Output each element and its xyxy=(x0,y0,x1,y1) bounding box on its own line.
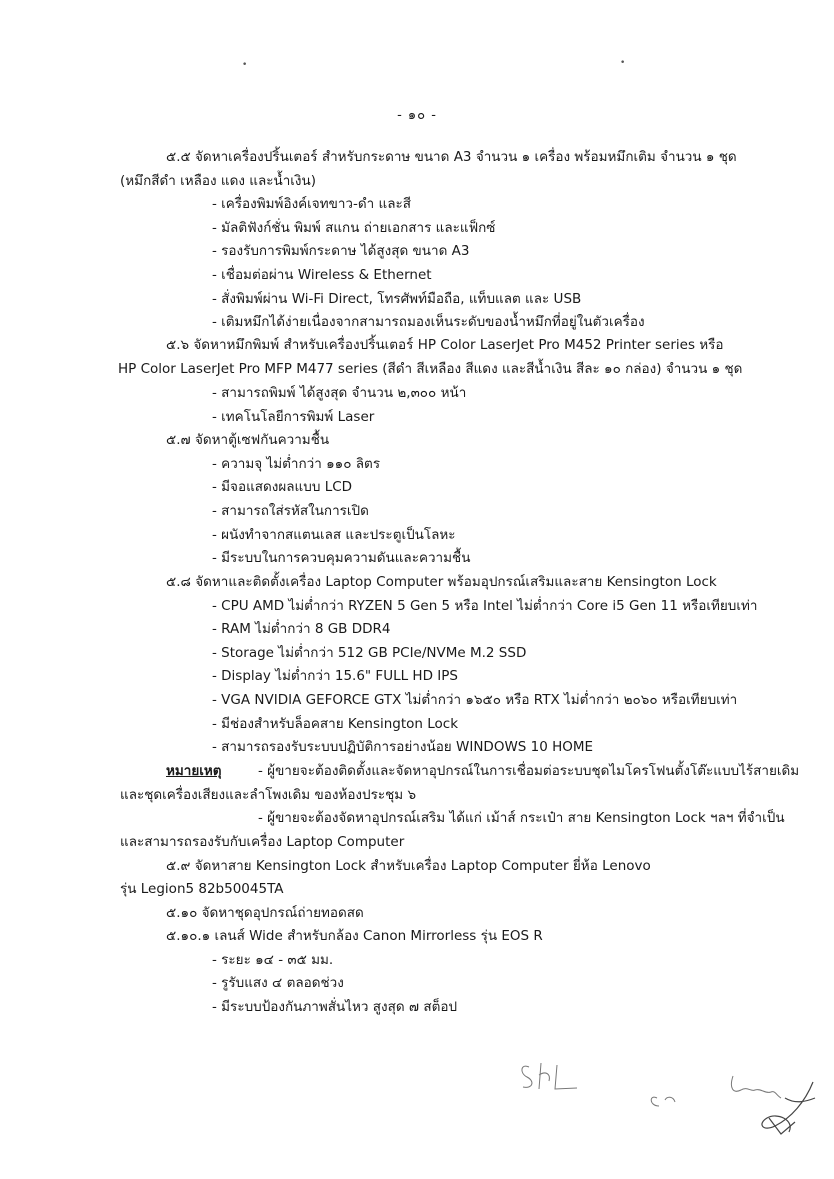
scan-mark: • xyxy=(242,60,248,70)
remark-line-cont: และชุดเครื่องเสียงและลำโพงเดิม ของห้องประชุม ๖ xyxy=(120,787,417,803)
spec-line: - เติมหมึกได้ง่ายเนื่องจากสามารถมองเห็นระดับของน้ำหมึกที่อยู่ในตัวเครื่อง xyxy=(212,314,645,330)
spec-line: - Display ไม่ต่ำกว่า 15.6" FULL HD IPS xyxy=(212,668,458,684)
spec-line: - มีระบบในการควบคุมความดันและความชื้น xyxy=(212,550,471,566)
spec-line: - ผนังทำจากสแตนเลส และประตูเป็นโลหะ xyxy=(212,527,456,543)
spec-line: - สามารถใส่รหัสในการเปิด xyxy=(212,503,369,519)
spec-line: - สั่งพิมพ์ผ่าน Wi-Fi Direct, โทรศัพท์มือถือ, แท็บแลต และ USB xyxy=(212,291,582,307)
remark-line: - ผู้ขายจะต้องจัดหาอุปกรณ์เสริม ได้แก่ เม้าส์ กระเป๋า สาย Kensington Lock ฯลฯ ที่จำเป็น xyxy=(258,810,785,826)
item-5-10-1-heading: ๕.๑๐.๑ เลนส์ Wide สำหรับกล้อง Canon Mirrorless รุ่น EOS R xyxy=(166,928,543,944)
spec-line: - เครื่องพิมพ์อิงค์เจทขาว-ดำ และสี xyxy=(212,196,411,212)
handwritten-signature xyxy=(515,1055,595,1100)
spec-line: - มัลติฟังก์ชั่น พิมพ์ สแกน ถ่ายเอกสาร และแฟ็กซ์ xyxy=(212,220,496,236)
item-5-6-heading: ๕.๖ จัดหาหมึกพิมพ์ สำหรับเครื่องปริ้นเตอร์ HP Color LaserJet Pro M452 Printer series หรือ xyxy=(166,337,724,353)
spec-line: - สามารถพิมพ์ ได้สูงสุด จำนวน ๒,๓๐๐ หน้า xyxy=(212,385,467,401)
spec-line: - มีจอแสดงผลแบบ LCD xyxy=(212,479,353,495)
item-5-5-heading-cont: (หมึกสีดำ เหลือง แดง และน้ำเงิน) xyxy=(120,173,316,189)
spec-line: - รูรับแสง ๔ ตลอดช่วง xyxy=(212,975,344,991)
remark-line: - ผู้ขายจะต้องติดตั้งและจัดหาอุปกรณ์ในการเชื่อมต่อระบบชุดไมโครโฟนตั้งโต๊ะแบบไร้สายเดิม xyxy=(258,763,800,779)
item-5-7-heading: ๕.๗ จัดหาตู้เซฟกันความชื้น xyxy=(166,432,330,448)
spec-line: - RAM ไม่ต่ำกว่า 8 GB DDR4 xyxy=(212,621,391,637)
spec-line: - เทคโนโลยีการพิมพ์ Laser xyxy=(212,409,375,425)
item-5-6-heading-cont: HP Color LaserJet Pro MFP M477 series (สีดำ สีเหลือง สีแดง และสีน้ำเงิน สีละ ๑๐ กล่อง) จำนวน ๑ ชุด xyxy=(118,361,743,377)
page-number: - ๑๐ - xyxy=(397,108,437,123)
spec-line: - ความจุ ไม่ต่ำกว่า ๑๑๐ ลิตร xyxy=(212,456,381,472)
spec-line: - รองรับการพิมพ์กระดาษ ได้สูงสุด ขนาด A3 xyxy=(212,243,470,259)
remark-label: หมายเหตุ xyxy=(166,763,222,779)
spec-line: - มีช่องสำหรับล็อคสาย Kensington Lock xyxy=(212,716,459,732)
spec-line: - เชื่อมต่อผ่าน Wireless & Ethernet xyxy=(212,267,432,283)
scan-mark: • xyxy=(620,58,626,68)
item-5-9-heading-cont: รุ่น Legion5 82b50045TA xyxy=(120,881,284,897)
spec-line: - มีระบบป้องกันภาพสั่นไหว สูงสุด ๗ สต็อป xyxy=(212,999,458,1015)
spec-line: - Storage ไม่ต่ำกว่า 512 GB PCIe/NVMe M.2 SSD xyxy=(212,645,527,661)
remark-line-cont: และสามารถรองรับกับเครื่อง Laptop Computer xyxy=(120,834,405,850)
item-5-10-heading: ๕.๑๐ จัดหาชุดอุปกรณ์ถ่ายทอดสด xyxy=(166,905,364,921)
spec-line: - CPU AMD ไม่ต่ำกว่า RYZEN 5 Gen 5 หรือ Intel ไม่ต่ำกว่า Core i5 Gen 11 หรือเทียบเท่า xyxy=(212,598,758,614)
item-5-9-heading: ๕.๙ จัดหาสาย Kensington Lock สำหรับเครื่อง Laptop Computer ยี่ห้อ Lenovo xyxy=(166,858,651,874)
spec-line: - สามารถรองรับระบบปฏิบัติการอย่างน้อย WINDOWS 10 HOME xyxy=(212,739,594,755)
handwritten-signature xyxy=(645,1062,825,1152)
spec-line: - ระยะ ๑๔ - ๓๕ มม. xyxy=(212,952,334,968)
spec-line: - VGA NVIDIA GEFORCE GTX ไม่ต่ำกว่า ๑๖๕๐ หรือ RTX ไม่ต่ำกว่า ๒๐๖๐ หรือเทียบเท่า xyxy=(212,692,738,708)
item-5-8-heading: ๕.๘ จัดหาและติดตั้งเครื่อง Laptop Computer พร้อมอุปกรณ์เสริมและสาย Kensington Lock xyxy=(166,574,717,590)
item-5-5-heading: ๕.๕ จัดหาเครื่องปริ้นเตอร์ สำหรับกระดาษ ขนาด A3 จำนวน ๑ เครื่อง พร้อมหมึกเติม จำนวน ๑ ชุด xyxy=(166,149,737,165)
